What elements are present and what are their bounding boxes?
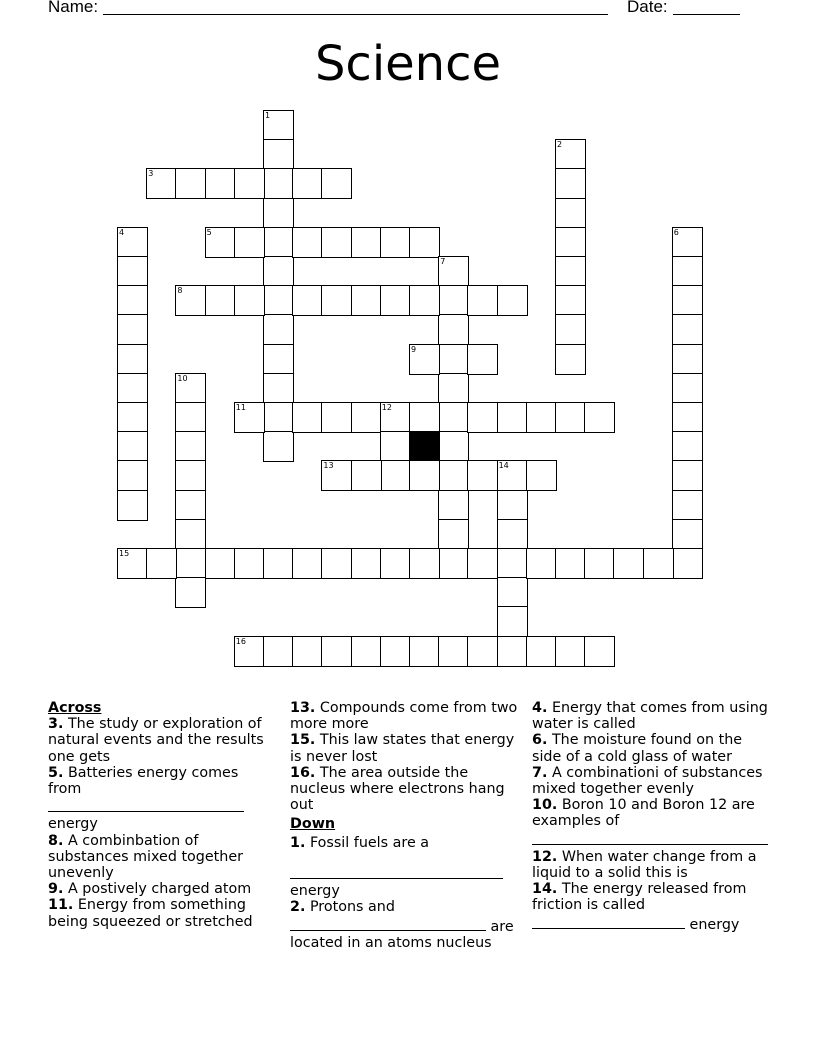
crossword-cell[interactable]: [555, 402, 586, 433]
answer-blank: [290, 864, 503, 879]
crossword-cell[interactable]: [117, 285, 148, 316]
crossword-cell[interactable]: [175, 490, 206, 521]
crossword-cell[interactable]: [292, 285, 323, 316]
crossword-cell[interactable]: [146, 168, 177, 199]
crossword-cell[interactable]: [497, 460, 528, 491]
crossword-cell[interactable]: [555, 227, 586, 258]
clue-across-15: 15. This law states that energy is never lost: [290, 732, 515, 765]
page-title: Science: [314, 36, 502, 92]
clue-across-9: 9. A postively charged atom: [48, 881, 252, 898]
crossword-cell[interactable]: [117, 256, 148, 287]
crossword-cell[interactable]: [672, 460, 703, 491]
crossword-cell[interactable]: [321, 168, 352, 199]
crossword-cell[interactable]: [321, 548, 352, 579]
crossword-cell[interactable]: [672, 314, 703, 345]
crossword-cell[interactable]: [175, 548, 206, 579]
clue-number: 13: [323, 461, 334, 471]
crossword-cell[interactable]: [672, 344, 703, 375]
clue-number: 8: [177, 286, 183, 296]
crossword-cell[interactable]: [526, 636, 557, 667]
crossword-cell[interactable]: [117, 548, 148, 579]
crossword-cell[interactable]: [263, 227, 294, 258]
crossword-cell[interactable]: [234, 548, 265, 579]
crossword-cell[interactable]: [672, 490, 703, 521]
crossword-cell[interactable]: [613, 548, 644, 579]
crossword-cell[interactable]: [205, 548, 236, 579]
clue-number: 4: [119, 227, 125, 237]
crossword-cell[interactable]: [497, 577, 528, 608]
answer-blank: [48, 797, 244, 812]
clue-down-4: 4. Energy that comes from using water is called: [532, 700, 768, 733]
crossword-cell[interactable]: [672, 373, 703, 404]
crossword-cell[interactable]: [175, 402, 206, 433]
crossword-cell[interactable]: [234, 227, 265, 258]
crossword-cell[interactable]: [497, 402, 528, 433]
crossword-cell[interactable]: [117, 344, 148, 375]
crossword-cell[interactable]: [263, 285, 294, 316]
crossword-cell[interactable]: [555, 344, 586, 375]
crossword-cell[interactable]: [351, 402, 382, 433]
crossword-cell[interactable]: [438, 285, 469, 316]
clues-column-2: [290, 700, 522, 951]
clue-number: 3: [148, 169, 154, 179]
clue-across-5: 5. Batteries energy comes from energy: [48, 765, 264, 833]
crossword-cell[interactable]: [643, 548, 674, 579]
crossword-cell[interactable]: [467, 636, 498, 667]
clues-column-1: [48, 700, 264, 930]
crossword-cell[interactable]: [351, 285, 382, 316]
crossword-cell[interactable]: [555, 636, 586, 667]
crossword-cell[interactable]: [117, 227, 148, 258]
clue-number: 6: [673, 227, 679, 237]
crossword-cell[interactable]: [438, 256, 469, 287]
crossword-cell[interactable]: [175, 519, 206, 550]
name-label: Name:: [48, 0, 99, 16]
crossword-cell[interactable]: [555, 256, 586, 287]
crossword-cell[interactable]: [497, 285, 528, 316]
crossword-cell[interactable]: [351, 548, 382, 579]
crossword-cell[interactable]: [438, 314, 469, 345]
crossword-cell[interactable]: [380, 227, 411, 258]
clue-down-12: 12. When water change from a liquid to a solid this is: [532, 848, 757, 882]
crossword-cell[interactable]: [438, 344, 469, 375]
crossword-cell[interactable]: [497, 519, 528, 550]
clue-down-7: 7. A combinationi of substances mixed together evenly: [532, 764, 763, 798]
crossword-cell[interactable]: [438, 548, 469, 579]
crossword-cell[interactable]: [526, 402, 557, 433]
crossword-cell[interactable]: [555, 314, 586, 345]
crossword-cell[interactable]: [380, 431, 411, 462]
clue-number: 9: [411, 344, 417, 354]
crossword-cell[interactable]: [380, 402, 411, 433]
crossword-cell[interactable]: [263, 636, 294, 667]
crossword-cell[interactable]: [584, 636, 615, 667]
clue-across-11: 11. Energy from something being squeezed or stretched: [48, 897, 253, 930]
crossword-cell[interactable]: [175, 577, 206, 608]
crossword-cell[interactable]: [409, 460, 440, 491]
crossword-cell[interactable]: [263, 168, 294, 199]
black-square: [409, 431, 440, 462]
crossword-cell[interactable]: [497, 636, 528, 667]
clue-across-3: 3. The study or exploration of natural events and the results one gets: [48, 716, 264, 765]
crossword-cell[interactable]: [117, 431, 148, 462]
crossword-cell[interactable]: [117, 314, 148, 345]
clue-down-1: 1. Fossil fuels are a energy: [290, 835, 522, 900]
crossword-cell[interactable]: [263, 139, 294, 170]
crossword-cell[interactable]: [672, 285, 703, 316]
crossword-cell[interactable]: [409, 344, 440, 375]
crossword-cell[interactable]: [672, 548, 703, 579]
crossword-cell[interactable]: [321, 636, 352, 667]
crossword-cell[interactable]: [205, 227, 236, 258]
crossword-cell[interactable]: [467, 548, 498, 579]
crossword-cell[interactable]: [263, 548, 294, 579]
crossword-cell[interactable]: [526, 460, 557, 491]
crossword-cell[interactable]: [292, 636, 323, 667]
crossword-cell[interactable]: [555, 168, 586, 199]
clue-number: 12: [381, 403, 392, 412]
crossword-cell[interactable]: [438, 402, 469, 433]
crossword-cell[interactable]: [175, 285, 206, 316]
crossword-cell[interactable]: [263, 198, 294, 229]
crossword-cell[interactable]: [555, 198, 586, 229]
crossword-cell[interactable]: [438, 490, 469, 521]
crossword-cell[interactable]: [672, 519, 703, 550]
clue-number: 2: [557, 140, 563, 150]
crossword-cell[interactable]: [467, 285, 498, 316]
crossword-cell[interactable]: [497, 606, 528, 637]
clue-number: 5: [206, 227, 212, 237]
crossword-cell[interactable]: [438, 431, 469, 462]
crossword-cell[interactable]: [409, 227, 440, 258]
crossword-cell[interactable]: [263, 110, 294, 141]
crossword-cell[interactable]: [292, 168, 323, 199]
crossword-cell[interactable]: [380, 636, 411, 667]
crossword-cell[interactable]: [438, 373, 469, 404]
crossword-cell[interactable]: [205, 285, 236, 316]
clue-down-6: 6. The moisture found on the side of a cold glass of water: [532, 732, 743, 765]
crossword-cell[interactable]: [380, 548, 411, 579]
crossword-cell[interactable]: [263, 431, 294, 462]
crossword-cell[interactable]: [321, 460, 352, 491]
answer-blank: [290, 916, 486, 931]
clue-across-16: 16. The area outside the nucleus where electrons hang out: [290, 764, 505, 814]
clue-number: 10: [177, 373, 188, 383]
clue-number: 7: [440, 257, 446, 266]
crossword-cell[interactable]: [380, 460, 411, 491]
crossword-cell[interactable]: [292, 227, 323, 258]
crossword-cell[interactable]: [263, 256, 294, 287]
crossword-cell[interactable]: [438, 460, 469, 491]
crossword-cell[interactable]: [175, 431, 206, 462]
crossword-cell[interactable]: [175, 460, 206, 491]
crossword-cell[interactable]: [263, 344, 294, 375]
crossword-cell[interactable]: [175, 373, 206, 404]
crossword-cell[interactable]: [555, 285, 586, 316]
crossword-cell[interactable]: [555, 548, 586, 579]
crossword-cell[interactable]: [672, 256, 703, 287]
crossword-cell[interactable]: [584, 548, 615, 579]
crossword-cell[interactable]: [497, 548, 528, 579]
clue-across-8: 8. A combinbation of substances mixed together unevenly: [48, 832, 244, 882]
clue-number: 1: [265, 111, 271, 120]
crossword-cell[interactable]: [672, 431, 703, 462]
crossword-cell[interactable]: [205, 168, 236, 199]
crossword-cell[interactable]: [351, 636, 382, 667]
crossword-cell[interactable]: [175, 168, 206, 199]
crossword-cell[interactable]: [321, 402, 352, 433]
crossword-cell[interactable]: [409, 402, 440, 433]
answer-blank: [532, 830, 768, 845]
crossword-cell[interactable]: [584, 402, 615, 433]
clue-down-2: 2. Protons and are located in an atoms nucleus: [290, 899, 514, 951]
crossword-cell[interactable]: [351, 460, 382, 491]
crossword-cell[interactable]: [292, 402, 323, 433]
crossword-cell[interactable]: [351, 227, 382, 258]
clue-number: 16: [235, 636, 246, 646]
clues-column-3: [532, 700, 772, 933]
crossword-cell[interactable]: [263, 314, 294, 345]
crossword-cell[interactable]: [526, 548, 557, 579]
clue-number: 11: [235, 403, 246, 412]
clue-down-10: 10. Boron 10 and Boron 12 are examples of: [532, 797, 772, 849]
crossword-cell[interactable]: [234, 168, 265, 199]
crossword-cell[interactable]: [409, 548, 440, 579]
crossword-cell[interactable]: [117, 402, 148, 433]
clue-number: 14: [498, 461, 509, 471]
crossword-cell[interactable]: [672, 402, 703, 433]
crossword-cell[interactable]: [263, 402, 294, 433]
answer-blank: [532, 914, 685, 929]
crossword-cell[interactable]: [117, 460, 148, 491]
crossword-cell[interactable]: [467, 402, 498, 433]
crossword-cell[interactable]: [555, 139, 586, 170]
crossword-cell[interactable]: [380, 285, 411, 316]
down-heading: Down: [290, 816, 336, 833]
crossword-cell[interactable]: [438, 519, 469, 550]
crossword-cell[interactable]: [672, 227, 703, 258]
crossword-cell[interactable]: [292, 548, 323, 579]
crossword-cell[interactable]: [321, 227, 352, 258]
crossword-cell[interactable]: [409, 285, 440, 316]
crossword-cell[interactable]: [117, 373, 148, 404]
crossword-cell[interactable]: [409, 636, 440, 667]
crossword-cell[interactable]: [321, 285, 352, 316]
crossword-cell[interactable]: [438, 636, 469, 667]
crossword-cell[interactable]: [234, 636, 265, 667]
clue-across-13: 13. Compounds come from two more more: [290, 700, 518, 733]
crossword-cell[interactable]: [497, 490, 528, 521]
date-label: Date:: [627, 0, 668, 16]
crossword-cell[interactable]: [234, 285, 265, 316]
clue-down-14: 14. The energy released from friction is called energy: [532, 881, 747, 933]
crossword-cell[interactable]: [146, 548, 177, 579]
crossword-cell[interactable]: [234, 402, 265, 433]
crossword-cell[interactable]: [467, 460, 498, 491]
clue-number: 15: [119, 549, 130, 558]
crossword-cell[interactable]: [263, 373, 294, 404]
across-heading: Across: [48, 700, 102, 716]
crossword-cell[interactable]: [467, 344, 498, 375]
crossword-cell[interactable]: [117, 490, 148, 521]
